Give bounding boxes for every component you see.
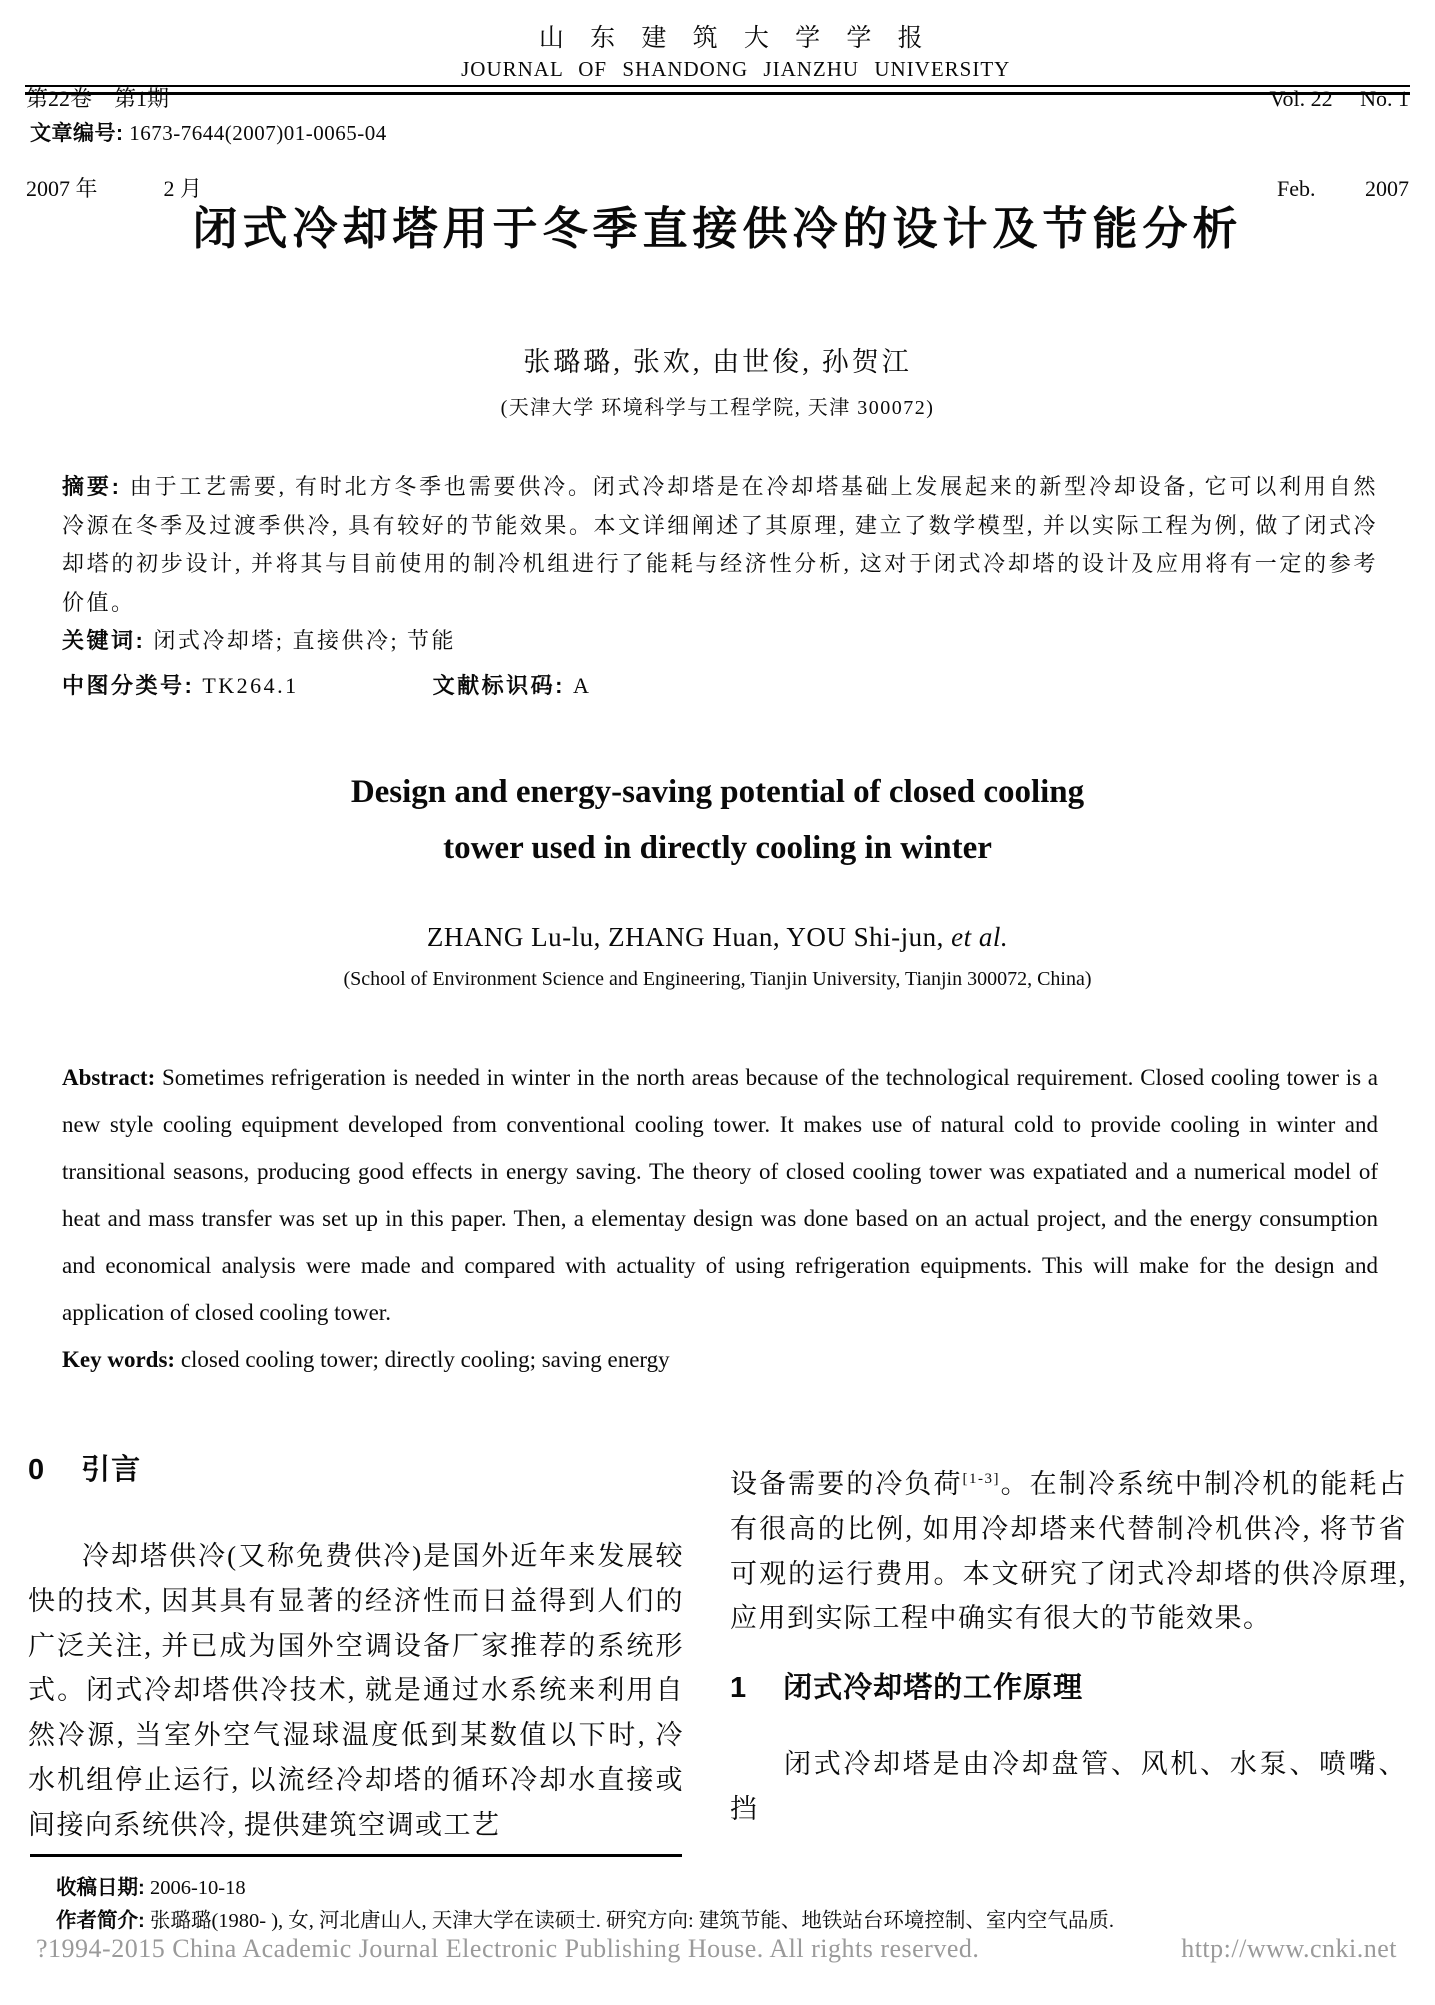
received-date-line [30, 1872, 1425, 1905]
watermark-text: ?1994-2015 China Academic Journal Electronic Publishing House. All rights reserved. [36, 1934, 980, 1963]
keywords-cn [62, 622, 1378, 661]
doc-code-value: A [572, 672, 592, 698]
keywords-en-text: closed cooling tower; directly cooling; saving energy [180, 1347, 670, 1372]
author-bio-label: 作者简介: [56, 1908, 145, 1932]
journal-title-en: JOURNAL OF SHANDONG JIANZHU UNIVERSITY [461, 57, 1011, 81]
body-column-left [28, 1450, 684, 1848]
abstract-cn-text: 由于工艺需要, 有时北方冬季也需要供冷。闭式冷却塔是在冷却塔基础上发展起来的新型冷却设备, 它可以利用自然冷源在冬季及过渡季供冷, 具有较好的节能效果。本文详细阐述了其原理, 建立了数学模型, 并以实际工程为例, 做了闭式冷却塔的初步设计, 并将其与目前使用的制冷机组进行了能耗与经济性分析, 这对于闭式冷却塔的设计及应用将有一定的参考价值。 [62, 474, 1379, 615]
abstract-en [62, 1054, 1378, 1336]
watermark-url: http://www.cnki.net [1181, 1934, 1397, 1963]
date-cn: 2007 年 2 月 [26, 176, 203, 201]
affiliation-en: (School of Environment Science and Engineering, Tianjin University, Tianjin 300072, China) [343, 968, 1092, 990]
keywords-en [62, 1336, 1378, 1383]
clc-label: 中图分类号: [62, 672, 195, 698]
keywords-en-label: Key words: [62, 1347, 176, 1372]
date-en: Feb. 2007 [1276, 176, 1409, 201]
authors-en-names: ZHANG Lu-lu, ZHANG Huan, YOU Shi-jun, [426, 922, 952, 952]
header-center [202, 24, 1269, 84]
authors-en [0, 922, 1435, 953]
footnote-block [30, 1854, 1425, 1937]
article-id-line [30, 117, 387, 147]
authors-cn: 张璐璐, 张欢, 由世俊, 孙贺江 [523, 347, 912, 377]
abstract-cn-block [62, 468, 1378, 705]
author-bio-value: 张璐璐(1980- ), 女, 河北唐山人, 天津大学在读硕士. 研究方向: 建筑节能、地铁站台环境控制、室内空气品质. [144, 1909, 1115, 1932]
doc-code-label: 文献标识码: [432, 672, 565, 698]
intro-continued-text: 设备需要的冷负荷 [730, 1469, 963, 1499]
header-double-rule [25, 85, 1410, 95]
section-1-heading [730, 1668, 1407, 1708]
volume-issue-cn: 第22卷 第1期 [26, 86, 170, 111]
body-column-right [730, 1450, 1407, 1848]
section-0-heading [28, 1450, 684, 1490]
section-1-title: 闭式冷却塔的工作原理 [783, 1672, 1084, 1705]
received-date-value: 2006-10-18 [144, 1877, 246, 1899]
section-1-paragraph: 闭式冷却塔是由冷却盘管、风机、水泵、喷嘴、挡 [730, 1749, 1407, 1824]
affiliation-cn: (天津大学 环境科学与工程学院, 天津 300072) [500, 397, 935, 419]
paper-title-cn: 闭式冷却塔用于冬季直接供冷的设计及节能分析 [192, 203, 1243, 254]
paper-title-en [0, 764, 1435, 876]
journal-title-cn: 山 东 建 筑 大 学 学 报 [538, 25, 933, 52]
section-0-title: 引言 [81, 1454, 142, 1486]
abstract-cn [62, 468, 1378, 622]
article-id-label: 文章编号: [30, 122, 124, 145]
abstract-en-text: Sometimes refrigeration is needed in winter in the north areas because of the technological requirement. Closed cooling tower is a new style cooling equipment developed from conventional cooling tower. It makes use of natural cold to provide cooling in winter and transitional seasons, producing good effects in energy saving. The theory of closed cooling tower was expatiated and a numerical model of heat and mass transfer was set up in this paper. Then, a elementay design was done based on an actual project, and the energy consumption and economical analysis were made and compared with actuality of using refrigeration equipments. This will make for the design and application of closed cooling tower. [62, 1065, 1379, 1325]
clc-line [62, 667, 1378, 706]
paper-title-en-line2: tower used in directly cooling in winter [443, 830, 992, 866]
volume-issue-en: Vol. 22 No. 1 [1269, 86, 1409, 111]
cnki-watermark [36, 1934, 1397, 1964]
keywords-cn-label: 关键词: [62, 628, 146, 653]
article-id-value: 1673-7644(2007)01-0065-04 [129, 121, 387, 145]
clc-value: TK264.1 [202, 672, 299, 698]
abstract-cn-label: 摘要: [62, 474, 122, 499]
section-0-number: 0 [28, 1454, 46, 1486]
authors-en-etal: et al. [951, 922, 1009, 952]
abstract-en-label: Abstract: [62, 1065, 156, 1090]
paper-title-en-line1: Design and energy-saving potential of closed cooling [350, 774, 1085, 810]
received-date-label: 收稿日期: [56, 1876, 145, 1899]
intro-continued-text-2: 。在制冷系统中制冷机的能耗占有很高的比例, 如用冷却塔来代替制冷机供冷, 将节省可观的运行费用。本文研究了闭式冷却塔的供冷原理, 应用到实际工程中确实有很大的节能效果。 [730, 1469, 1408, 1634]
intro-paragraph-continued [730, 1462, 1407, 1641]
author-bio-line [30, 1905, 1425, 1938]
abstract-en-block [62, 1054, 1378, 1383]
keywords-cn-text: 闭式冷却塔; 直接供冷; 节能 [153, 628, 457, 653]
section-1-number: 1 [730, 1672, 748, 1705]
body-columns [28, 1450, 1407, 1848]
citation-ref: [1-3] [962, 1471, 1001, 1487]
footnote-rule [30, 1854, 682, 1857]
intro-paragraph: 冷却塔供冷(又称免费供冷)是国外近年来发展较快的技术, 因其具有显著的经济性而日益得到人们的广泛关注, 并已成为国外空调设备厂家推荐的系统形式。闭式冷却塔供冷技术, 就是通过水系统来利用自然冷源, 当室外空气湿球温度低到某数值以下时, 冷水机组停止运行, 以流经冷却塔的循环冷却水直接或间接向系统供冷, 提供建筑空调或工艺 [28, 1541, 684, 1840]
